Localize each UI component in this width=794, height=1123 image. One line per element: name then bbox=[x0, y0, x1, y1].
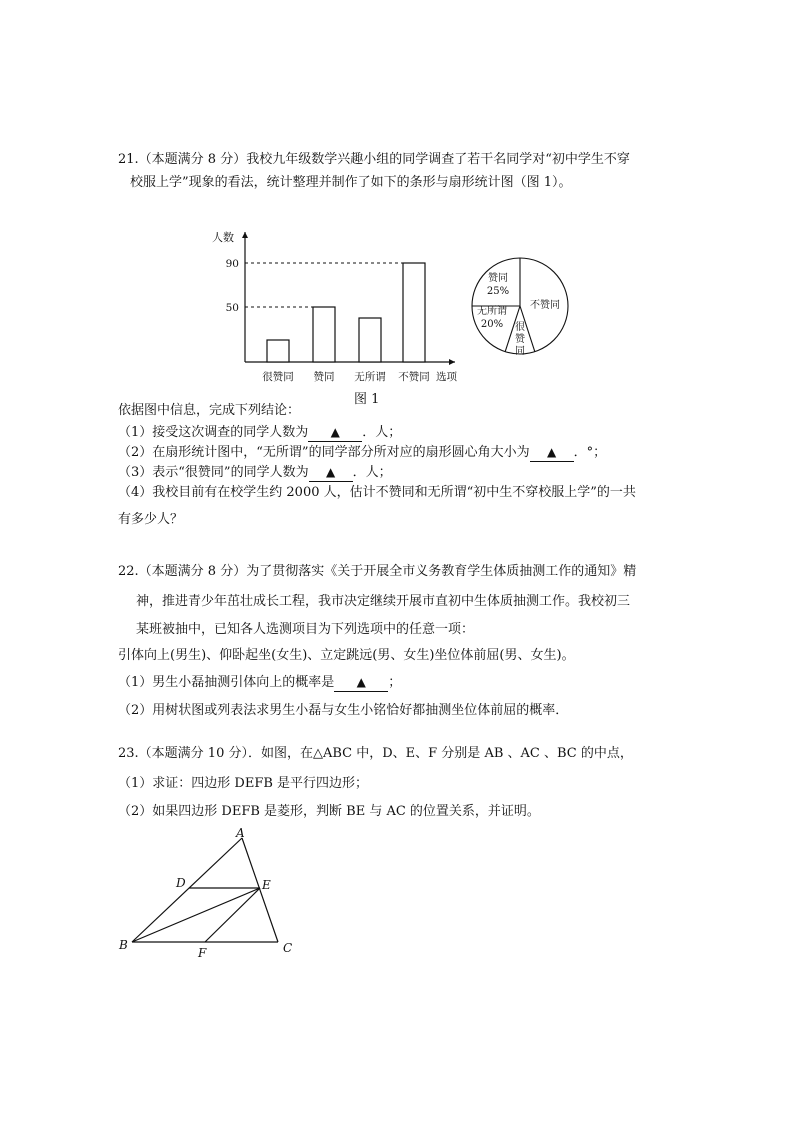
answer-blank-4 bbox=[334, 674, 388, 692]
q22-sub-1-text: （1）男生小磊抽测引体向上的概率是 bbox=[118, 675, 335, 690]
q21-line-2: 校服上学”现象的看法，统计整理并制作了如下的条形与扇形统计图（图 1）。 bbox=[130, 175, 572, 190]
pie-slice-percent: 20% bbox=[480, 319, 504, 330]
segment-ef bbox=[205, 888, 260, 942]
q21-intro: 依据图中信息，完成下列结论： bbox=[118, 403, 301, 418]
x-tick-label: 无所谓 bbox=[354, 371, 386, 383]
q22-line-1: 22.（本题满分 8 分）为了贯彻落实《关于开展全市义务教育学生体质抽测工作的通知》精 bbox=[118, 564, 637, 579]
q22-line-3: 某班被抽中，已知各人选测项目为下列选项中的任意一项： bbox=[136, 622, 475, 637]
pie-slice-label: 赞同 bbox=[488, 273, 508, 284]
answer-blank-1 bbox=[308, 424, 362, 442]
triangle-icon: ▲ bbox=[325, 465, 336, 479]
pie-slice-label: 很 bbox=[515, 322, 525, 333]
q23-sub-2: （2）如果四边形 DEFB 是菱形，判断 BE 与 AC 的位置关系，并证明。 bbox=[118, 804, 540, 819]
triangle-icon: ▲ bbox=[356, 675, 366, 689]
y-tick-label: 90 bbox=[225, 258, 239, 270]
bar bbox=[313, 307, 335, 362]
x-axis-label: 选项 bbox=[436, 371, 457, 383]
x-axis-arrow bbox=[449, 359, 455, 365]
q23-line-1: 23.（本题满分 10 分）．如图，在△ABC 中，D、E、F 分别是 AB 、AC 、BC 的中点， bbox=[118, 746, 633, 761]
y-axis-label: 人数 bbox=[212, 231, 234, 244]
q21-bar-chart bbox=[205, 222, 465, 392]
y-tick-label: 50 bbox=[225, 302, 239, 314]
segment-be bbox=[132, 888, 260, 942]
point-label-a: A bbox=[236, 826, 245, 840]
q22-line-2: 神，推进青少年茁壮成长工程，我市决定继续开展市直初中生体质抽测工作。我校初三 bbox=[136, 594, 631, 609]
point-label-c: C bbox=[283, 941, 293, 955]
x-tick-label: 不赞同 bbox=[398, 371, 430, 383]
point-label-d: D bbox=[176, 876, 186, 890]
q21-line-1: 21.（本题满分 8 分）我校九年级数学兴趣小组的同学调查了若干名同学对“初中学生不穿 bbox=[118, 152, 630, 167]
q22-sub-2: （2）用树状图或列表法求男生小磊与女生小铭恰好都抽测坐位体前屈的概率． bbox=[118, 703, 569, 718]
triangle-figure bbox=[110, 822, 310, 962]
q22-sub-1 bbox=[118, 674, 401, 692]
pie-slice-label: 无所谓 bbox=[477, 306, 507, 317]
bar bbox=[267, 340, 289, 362]
q21-sub-1 bbox=[118, 424, 401, 442]
q21-sub-3-suffix: ．人； bbox=[352, 465, 392, 480]
point-label-f: F bbox=[198, 946, 207, 960]
q23-sub-1: （1）求证：四边形 DEFB 是平行四边形； bbox=[118, 776, 369, 791]
q21-sub-1-text: （1）接受这次调查的同学人数为 bbox=[118, 425, 309, 440]
pie-slice-percent: 25% bbox=[486, 286, 510, 297]
point-label-e: E bbox=[262, 878, 271, 892]
segment-ab bbox=[132, 838, 242, 942]
q21-sub-3-text: （3）表示“很赞同”的同学人数为 bbox=[118, 465, 309, 480]
point-label-b: B bbox=[119, 938, 128, 952]
y-axis-arrow bbox=[242, 232, 248, 238]
q22-line-4: 引体向上(男生)、仰卧起坐(女生)、立定跳远(男、女生)坐位体前屈(男、女生)。 bbox=[118, 648, 575, 663]
q21-sub-1-suffix: ．人； bbox=[362, 425, 402, 440]
pie-slice-label: 同 bbox=[515, 346, 525, 357]
x-tick-label: 赞同 bbox=[313, 371, 335, 383]
pie-slice-label: 不赞同 bbox=[530, 300, 560, 311]
x-tick-label: 很赞同 bbox=[262, 371, 294, 383]
q21-sub-2 bbox=[118, 444, 606, 462]
figure-caption: 图 1 bbox=[354, 392, 380, 407]
triangle-icon: ▲ bbox=[546, 445, 557, 459]
q21-sub-2-suffix: ．°； bbox=[573, 445, 607, 460]
answer-blank-3 bbox=[309, 464, 353, 482]
triangle-icon: ▲ bbox=[330, 425, 340, 439]
bar bbox=[359, 318, 381, 362]
q21-sub-4-line-2: 有多少人？ bbox=[118, 512, 184, 527]
q21-sub-4-line-1: （4）我校目前有在校学生约 2000 人，估计不赞同和无所谓“初中生不穿校服上学”的一共 bbox=[118, 485, 636, 500]
q22-sub-1-suffix: ； bbox=[388, 675, 402, 690]
bar bbox=[403, 263, 425, 362]
pie-slice-label: 赞 bbox=[515, 334, 525, 345]
q21-pie-chart bbox=[470, 250, 570, 365]
q21-sub-3 bbox=[118, 464, 392, 482]
q21-sub-2-text: （2）在扇形统计图中，“无所谓”的同学部分所对应的扇形圆心角大小为 bbox=[118, 445, 530, 460]
segment-ac bbox=[242, 838, 278, 942]
answer-blank-2 bbox=[530, 444, 574, 462]
